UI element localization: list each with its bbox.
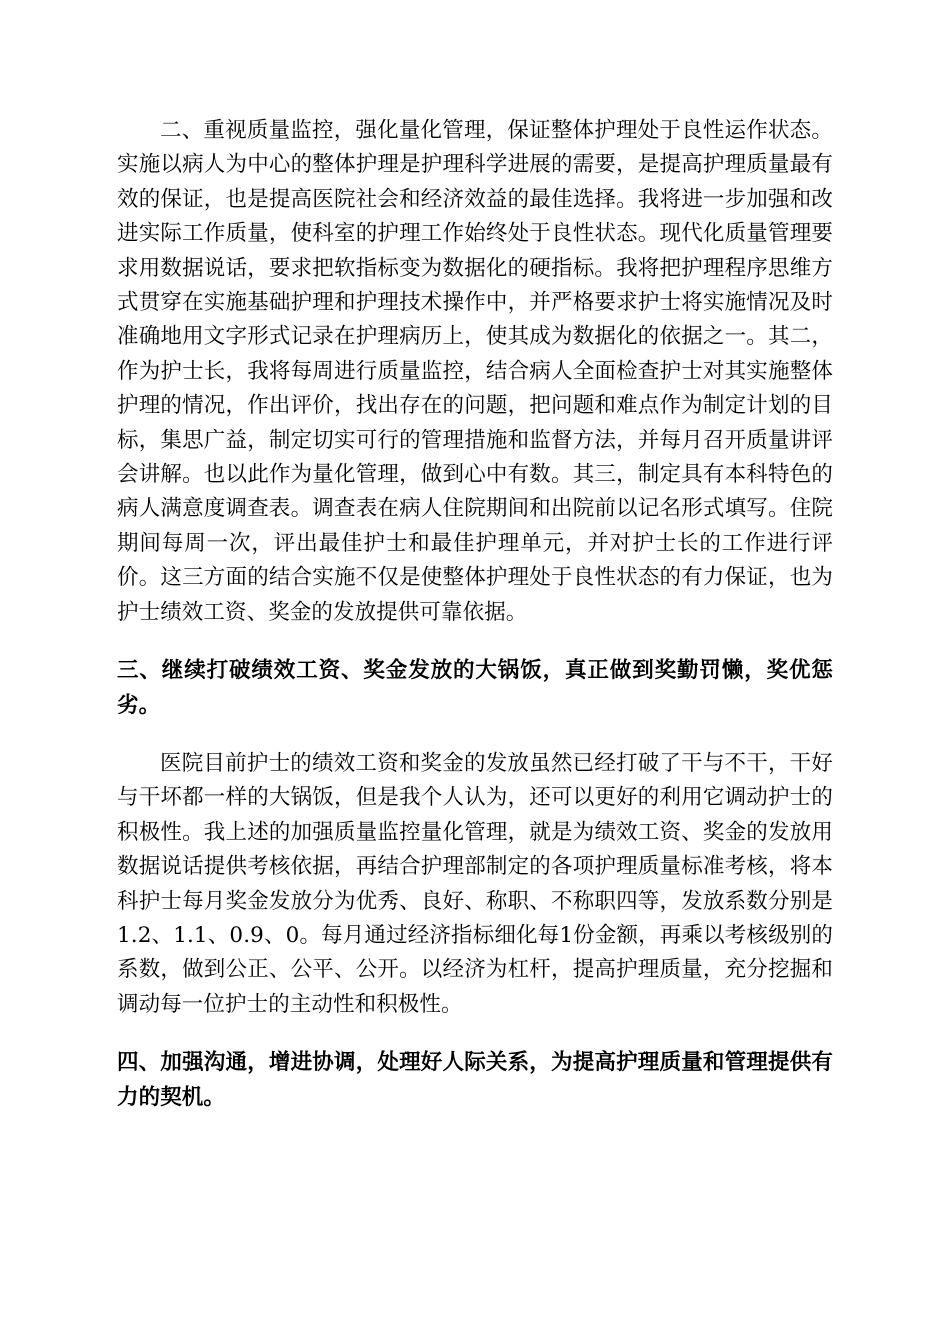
section-four-heading: 四、加强沟通，增进协调，处理好人际关系，为提高护理质量和管理提供有力的契机。 [117, 1050, 833, 1110]
section-two-paragraph: 二、重视质量监控，强化量化管理，保证整体护理处于良性运作状态。实施以病人为中心的整体护理是护理科学进展的需要，是提高护理质量最有效的保证，也是提高医院社会和经济效益的最佳选择。我将进一步加强和改进实际工作质量，使科室的护理工作始终处于良性状态。现代化质量管理要求用数据说话，要求把软指标变为数据化的硬指标。我将把护理程序思维方式贯穿在实施基础护理和护理技术操作中，并严格要求护士将实施情况及时准确地用文字形式记录在护理病历上，使其成为数据化的依据之一。其二，作为护士长，我将每周进行质量监控，结合病人全面检查护士对其实施整体护理的情况，作出评价，找出存在的问题，把问题和难点作为制定计划的目标，集思广益，制定切实可行的管理措施和监督方法，并每月召开质量讲评会讲解。也以此作为量化管理，做到心中有数。其三，制定具有本科特色的病人满意度调查表。调查表在病人住院期间和出院前以记名形式填写。住院期间每周一次，评出最佳护士和最佳护理单元，并对护士长的工作进行评价。这三方面的结合实施不仅是使整体护理处于良性状态的有力保证，也为护士绩效工资、奖金的发放提供可靠依据。 [117, 118, 833, 625]
section-three-heading: 三、继续打破绩效工资、奖金发放的大锅饭，真正做到奖勤罚懒，奖优惩劣。 [117, 658, 833, 718]
document-body [117, 114, 833, 1115]
section-three-paragraph: 医院目前护士的绩效工资和奖金的发放虽然已经打破了干与不干，干好与干坏都一样的大锅饭，但是我个人认为，还可以更好的利用它调动护士的积极性。我上述的加强质量监控量化管理，就是为绩效工资、奖金的发放用数据说话提供考核依据，再结合护理部制定的各项护理质量标准考核，将本科护士每月奖金发放分为优秀、良好、称职、不称职四等，发放系数分别是1.2、1.1、0.9、0。每月通过经济指标细化每1份金额，再乘以考核级别的系数，做到公正、公平、公开。以经济为杠杆，提高护理质量，充分挖掘和调动每一位护士的主动性和积极性。 [117, 750, 833, 1017]
